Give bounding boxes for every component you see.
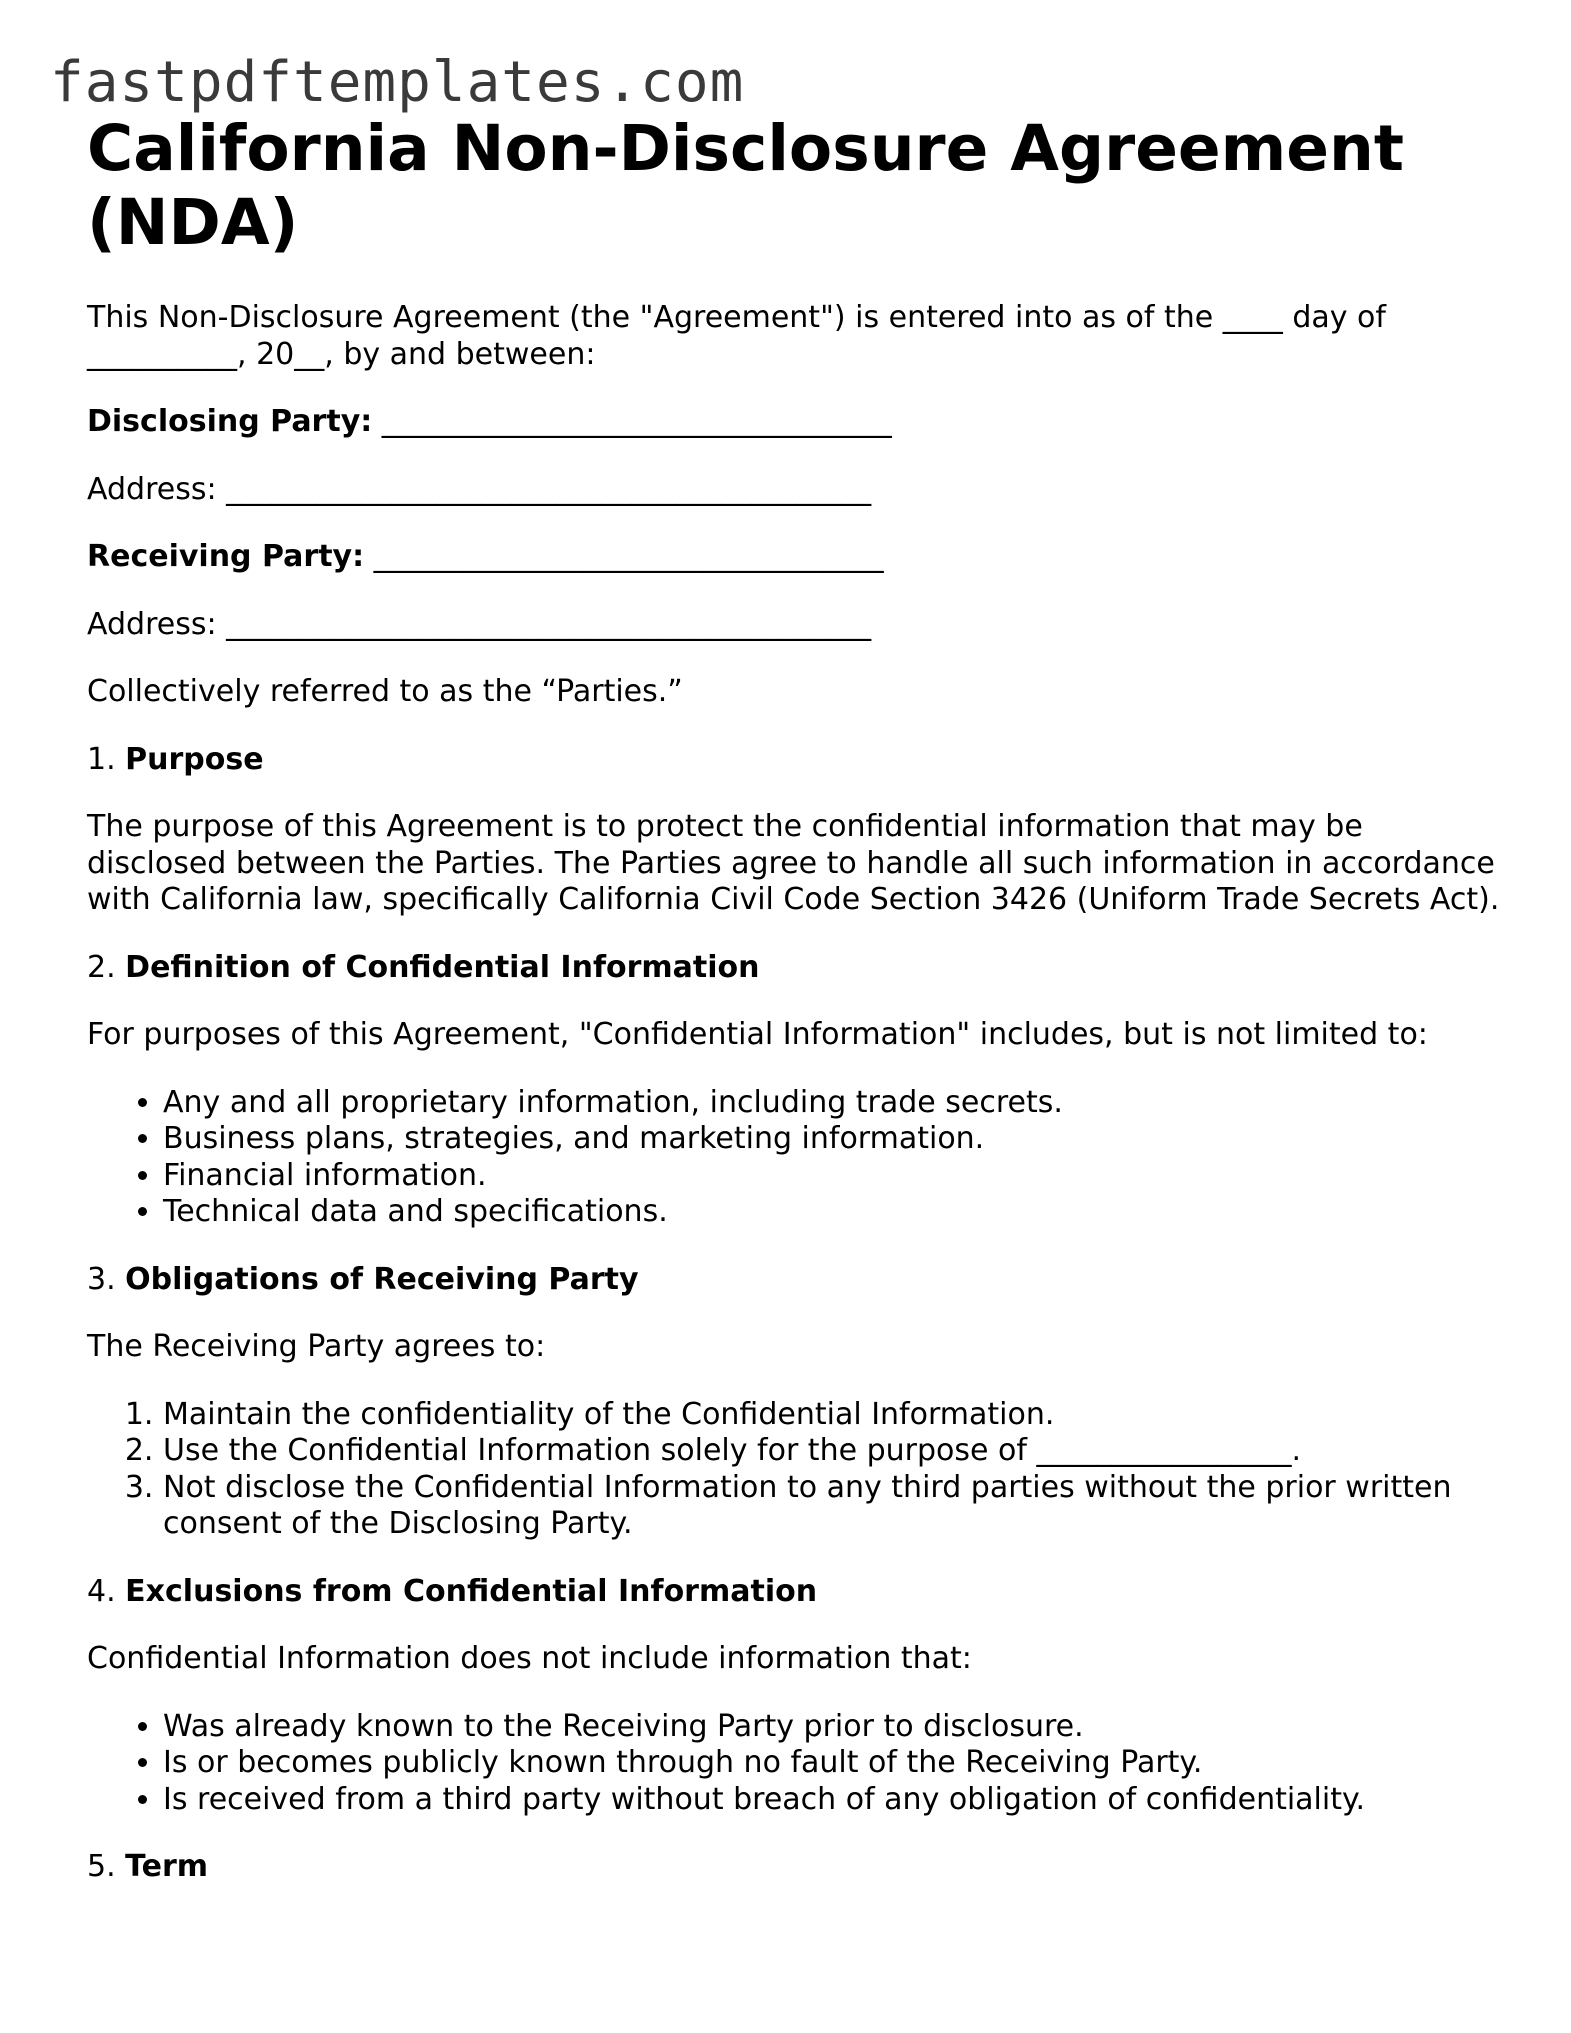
watermark: fastpdftemplates.com: [50, 50, 745, 115]
section-title: Purpose: [125, 741, 264, 777]
receiving-party-line: [87, 539, 1507, 576]
disclosing-address-blank: ___________________________________________: [216, 471, 872, 507]
obligations-body: The Receiving Party agrees to:: [87, 1329, 546, 1364]
list-item: • Any and all proprietary information, including trade secrets.: [163, 1085, 1507, 1122]
list-item: 2. Use the Confidential Information solely for the purpose of _________________.: [163, 1433, 1507, 1470]
list-item: 1. Maintain the confidentiality of the Confidential Information.: [163, 1397, 1507, 1434]
list-item: • Financial information.: [163, 1158, 1507, 1195]
definition-body: For purposes of this Agreement, "Confidential Information" includes, but is not limited to:: [87, 1017, 1428, 1052]
exclusions-body: Confidential Information does not include information that:: [87, 1641, 972, 1676]
intro-paragraph: This Non-Disclosure Agreement (the "Agreement") is entered into as of the ____ day of __________, 20__, by and between:: [87, 300, 1386, 372]
disclosing-party-line: [87, 404, 1507, 441]
list-item: • Technical data and specifications.: [163, 1194, 1507, 1231]
section-title: Obligations of Receiving Party: [125, 1261, 639, 1297]
section-number: 5.: [87, 1849, 116, 1884]
receiving-party-label: Receiving Party:: [87, 539, 365, 574]
document-page: [87, 112, 1507, 1917]
list-item: 3. Not disclose the Confidential Information to any third parties without the prior written consent of the Disclosing Party.: [163, 1470, 1507, 1543]
section-heading-purpose: [87, 742, 1507, 779]
section-heading-exclusions: [87, 1574, 1507, 1611]
disclosing-address-label: Address:: [87, 471, 217, 507]
definition-list: [87, 1085, 1507, 1231]
receiving-address-label: Address:: [87, 606, 217, 642]
purpose-body: The purpose of this Agreement is to protect the confidential information that may be disclosed between the Parties. The Parties agree to handle all such information in accordance with California law, specifically California Civil Code Section 3426 (Uniform Trade Secrets Act).: [87, 809, 1500, 917]
receiving-address-blank: ___________________________________________: [216, 606, 872, 642]
disclosing-party-label: Disclosing Party:: [87, 404, 373, 439]
section-title: Definition of Confidential Information: [125, 949, 760, 985]
collective-parties-text: Collectively referred to as the “Parties.”: [87, 674, 683, 709]
section-heading-obligations: [87, 1262, 1507, 1299]
section-heading-term: [87, 1849, 1507, 1886]
section-number: 2.: [87, 949, 116, 985]
receiving-address-line: [87, 607, 1507, 644]
section-title: Term: [125, 1849, 209, 1884]
section-number: 3.: [87, 1261, 116, 1297]
section-title: Exclusions from Confidential Information: [125, 1573, 818, 1609]
exclusions-list: [87, 1709, 1507, 1819]
section-number: 4.: [87, 1573, 116, 1609]
disclosing-party-blank: __________________________________: [372, 404, 892, 439]
section-heading-definition: [87, 950, 1507, 987]
obligations-list: [87, 1397, 1507, 1543]
list-item: • Business plans, strategies, and marketing information.: [163, 1121, 1507, 1158]
list-item: • Is received from a third party without breach of any obligation of confidentiality.: [163, 1782, 1507, 1819]
list-item: • Was already known to the Receiving Party prior to disclosure.: [163, 1709, 1507, 1746]
list-item: • Is or becomes publicly known through no fault of the Receiving Party.: [163, 1745, 1507, 1782]
section-number: 1.: [87, 741, 116, 777]
receiving-party-blank: __________________________________: [364, 539, 884, 574]
disclosing-address-line: [87, 472, 1507, 509]
document-title: California Non-Disclosure Agreement (NDA): [87, 112, 1405, 259]
